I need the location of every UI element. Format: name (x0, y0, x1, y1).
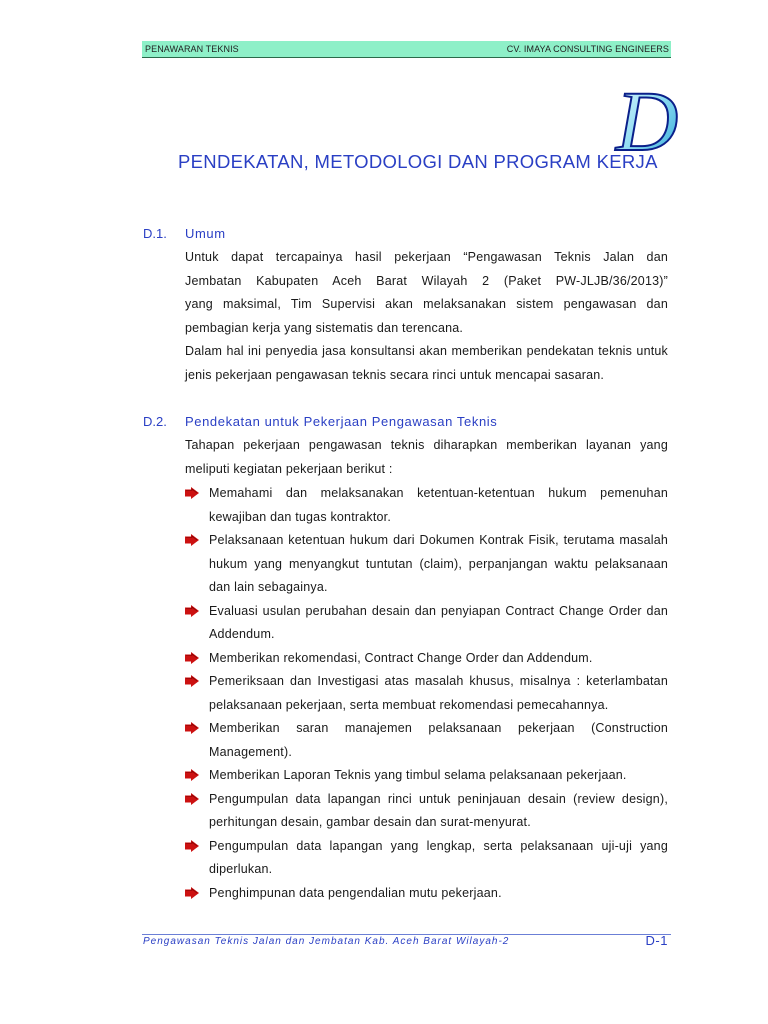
chapter-letter-text: D (616, 78, 679, 164)
list-item (185, 835, 668, 882)
arrow-bullet-icon (185, 487, 199, 499)
text-line: Jembatan Kabupaten Aceh Barat Wilayah 2 (Paket PW-JLJB/36/2013)” (185, 273, 668, 288)
text-line: yang maksimal, Tim Supervisi akan melaksanakan sistem pengawasan dan (185, 297, 668, 311)
list-item (185, 482, 668, 529)
arrow-bullet-icon (185, 675, 199, 687)
header-right-text: CV. IMAYA CONSULTING ENGINEERS (506, 44, 669, 54)
list-item-text: Pengumpulan data lapangan rinci untuk peninjauan desain (review design), perhitungan desain, gambar desain dan surat-menyurat. (209, 791, 668, 829)
list-item-text: Evaluasi usulan perubahan desain dan penyiapan Contract Change Order dan Addendum. (209, 603, 668, 641)
arrow-bullet-icon (185, 722, 199, 734)
section-1-title: Umum (185, 226, 226, 241)
page-number: D-1 (645, 933, 668, 948)
section-1-paragraph-1 (185, 246, 668, 340)
arrow-bullet-icon (185, 534, 199, 546)
arrow-bullet-icon (185, 793, 199, 805)
list-item (185, 670, 668, 717)
list-item (185, 882, 668, 906)
list-item-text: Pengumpulan data lapangan yang lengkap, serta pelaksanaan uji-uji yang diperlukan. (209, 838, 668, 876)
list-item-text: Memberikan rekomendasi, Contract Change Order dan Addendum. (209, 650, 593, 665)
text-line: pembagian kerja yang sistematis dan terencana. (185, 320, 464, 335)
footer-divider (142, 934, 671, 935)
arrow-bullet-icon (185, 605, 199, 617)
list-item-text: Memahami dan melaksanakan ketentuan-ketentuan hukum pemenuhan kewajiban dan tugas kontraktor. (209, 486, 668, 524)
text-line: meliputi kegiatan pekerjaan berikut : (185, 461, 393, 476)
task-list (185, 482, 668, 905)
list-item (185, 788, 668, 835)
text-line: Dalam hal ini penyedia jasa konsultansi akan memberikan pendekatan teknis untuk (185, 344, 668, 358)
section-1-number: D.1. (143, 226, 167, 241)
header-left-text: PENAWARAN TEKNIS (145, 44, 239, 54)
list-item (185, 764, 668, 788)
arrow-bullet-icon (185, 840, 199, 852)
footer-project-title: Pengawasan Teknis Jalan dan Jembatan Kab. Aceh Barat Wilayah-2 (143, 936, 510, 947)
arrow-bullet-icon (185, 652, 199, 664)
list-item-text: Pemeriksaan dan Investigasi atas masalah khusus, misalnya : keterlambatan pelaksanaan pekerjaan, serta membuat rekomendasi pemecahannya. (209, 674, 668, 712)
text-line: Untuk dapat tercapainya hasil pekerjaan “Pengawasan Teknis Jalan dan (185, 250, 668, 264)
list-item (185, 717, 668, 764)
list-item-text: Memberikan Laporan Teknis yang timbul selama pelaksanaan pekerjaan. (209, 768, 627, 782)
list-item-text: Pelaksanaan ketentuan hukum dari Dokumen Kontrak Fisik, terutama masalah hukum yang menyangkut tuntutan (claim), perpanjangan waktu pelaksanaan dan lain sebagainya. (209, 533, 668, 594)
list-item-text: Penghimpunan data pengendalian mutu pekerjaan. (209, 885, 502, 900)
section-1-paragraph-2 (185, 340, 668, 387)
section-2-number: D.2. (143, 414, 167, 429)
text-line: jenis pekerjaan pengawasan teknis secara rinci untuk mencapai sasaran. (185, 367, 605, 382)
text-line: Tahapan pekerjaan pengawasan teknis diharapkan memberikan layanan yang (185, 438, 668, 452)
arrow-bullet-icon (185, 769, 199, 781)
list-item (185, 529, 668, 600)
arrow-bullet-icon (185, 887, 199, 899)
page-title: PENDEKATAN, METODOLOGI DAN PROGRAM KERJA (178, 151, 658, 172)
list-item (185, 647, 668, 671)
list-item (185, 600, 668, 647)
page-header (142, 41, 671, 58)
section-2-intro (185, 434, 668, 481)
list-item-text: Memberikan saran manajemen pelaksanaan pekerjaan (Construction Management). (209, 721, 668, 759)
section-2-title: Pendekatan untuk Pekerjaan Pengawasan Teknis (185, 414, 498, 429)
